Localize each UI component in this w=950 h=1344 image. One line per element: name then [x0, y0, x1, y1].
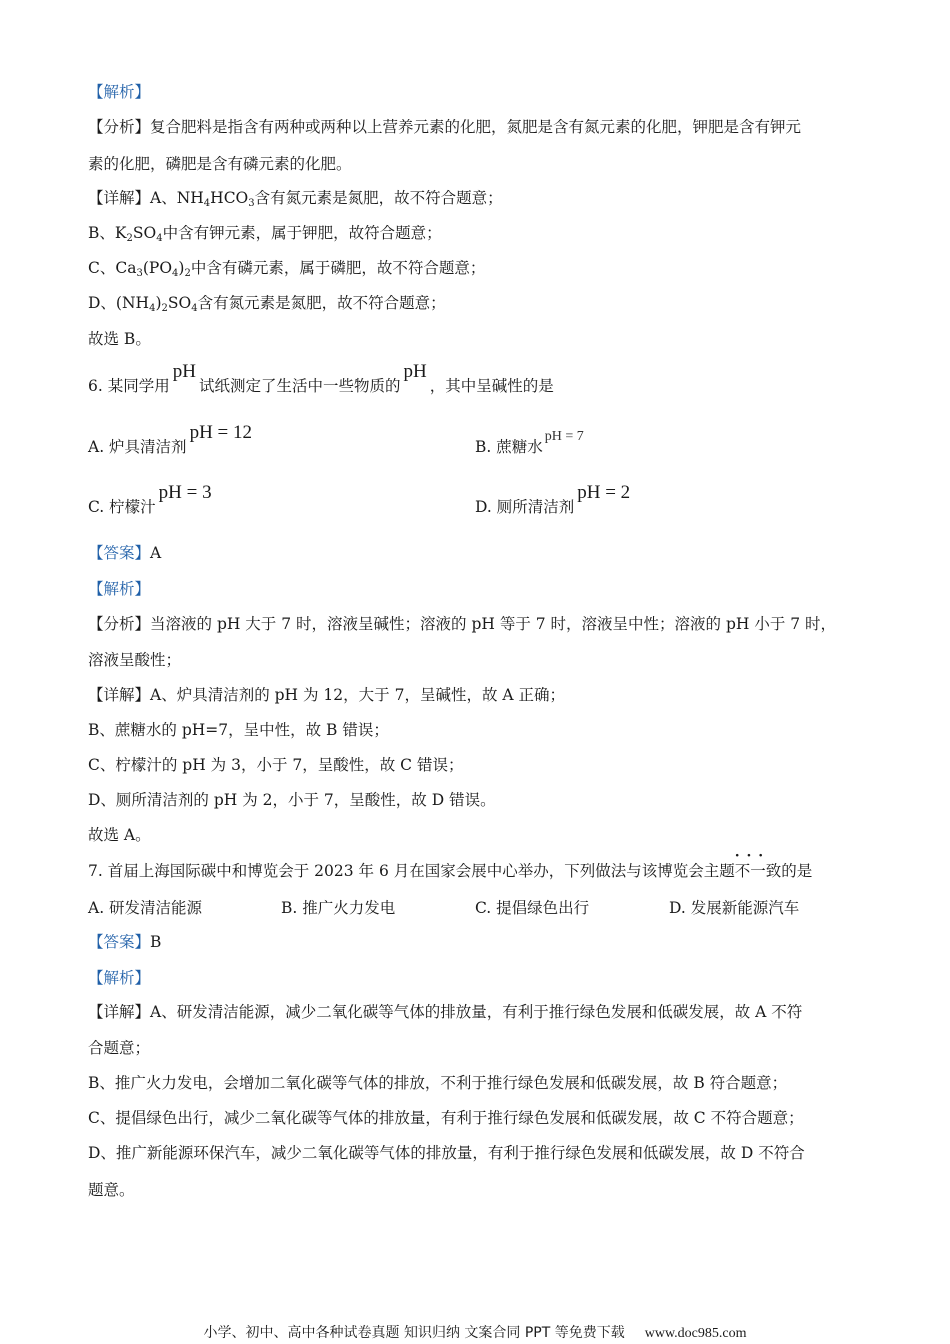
q6-detail-a: 【详解】A、炉具清洁剂的 pH 为 12，大于 7，呈碱性，故 A 正确；: [88, 686, 565, 704]
q7-stem: 7. 首届上海国际碳中和博览会于 2023 年 6 月在国家会展中心举办，下列做法与该博览会主题· · · 不一致的是: [88, 860, 812, 882]
q6-stem: 6. 某同学用pH试纸测定了生活中一些物质的pH，其中呈碱性的是: [88, 361, 554, 395]
q7-detail-d-line1: D、推广新能源环保汽车，减少二氧化碳等气体的排放量，有利于推行绿色发展和低碳发展，故 D 不符合: [88, 1144, 805, 1162]
q5-detail-a: 【详解】A、$NH_4HCO_3$含有氮元素是氮肥，故不符合题意；: [88, 189, 503, 209]
q6-jiexi-heading: 【解析】: [88, 580, 151, 598]
q6-conclusion: 故选 A。: [88, 826, 151, 844]
footer-text: 小学、初中、高中各种试卷真题 知识归纳 文案合同 PPT 等免费下载: [203, 1325, 625, 1341]
q6-option-b: B. 蔗糖水pH = 7: [475, 429, 584, 456]
q7-detail-b: B、推广火力发电，会增加二氧化碳等气体的排放，不利于推行绿色发展和低碳发展，故 B 符合题意；: [88, 1074, 788, 1092]
q5-analysis-line1: 【分析】复合肥料是指含有两种或两种以上营养元素的化肥，氮肥是含有氮元素的化肥，钾肥是含有钾元: [88, 118, 802, 136]
q7-detail-a-line1: 【详解】A、研发清洁能源，减少二氧化碳等气体的排放量，有利于推行绿色发展和低碳发展，故 A 不符: [88, 1003, 803, 1021]
q6-detail-c: C、柠檬汁的 pH 为 3，小于 7，呈酸性，故 C 错误；: [88, 756, 464, 774]
q7-jiexi-heading: 【解析】: [88, 969, 151, 987]
footer-site-link[interactable]: www.doc985.com: [644, 1326, 747, 1341]
q7-detail-a-line2: 合题意；: [88, 1039, 151, 1057]
q7-option-c: C. 提倡绿色出行: [475, 899, 590, 917]
q7-detail-d-line2: 题意。: [88, 1181, 135, 1199]
q5-conclusion: 故选 B。: [88, 330, 151, 348]
q7-option-b: B. 推广火力发电: [281, 899, 396, 917]
q5-detail-b: B、$K_2SO_4$中含有钾元素，属于钾肥，故符合题意；: [88, 224, 442, 244]
q6-analysis-line2: 溶液呈酸性；: [88, 651, 182, 669]
q7-answer: 【答案】B: [88, 933, 162, 951]
q6-analysis-line1: 【分析】当溶液的 pH 大于 7 时，溶液呈碱性；溶液的 pH 等于 7 时，溶液呈中性；溶液的 pH 小于 7 时，: [88, 615, 837, 633]
q6-detail-b: B、蔗糖水的 pH=7，呈中性，故 B 错误；: [88, 721, 389, 739]
q5-analysis-line2: 素的化肥，磷肥是含有磷元素的化肥。: [88, 155, 352, 173]
q6-answer: 【答案】A: [88, 544, 162, 562]
q5-jiexi-heading: 【解析】: [88, 83, 151, 101]
q6-option-d: D. 厕所清洁剂pH = 2: [475, 482, 631, 516]
q6-detail-d: D、厕所清洁剂的 pH 为 2，小于 7，呈酸性，故 D 错误。: [88, 791, 496, 809]
page-footer: [0, 1323, 950, 1344]
q6-option-a: A. 炉具清洁剂pH = 12: [88, 422, 252, 456]
q5-detail-c: C、$Ca_3(PO_4)_2$中含有磷元素，属于磷肥，故不符合题意；: [88, 259, 486, 279]
q5-detail-d: D、$(NH_4)_2SO_4$含有氮元素是氮肥，故不符合题意；: [88, 294, 446, 314]
emphasis-dots: · · · 不一致: [735, 860, 782, 882]
q7-option-d: D. 发展新能源汽车: [669, 899, 800, 917]
q6-option-c: C. 柠檬汁pH = 3: [88, 482, 212, 516]
q7-detail-c: C、提倡绿色出行，减少二氧化碳等气体的排放量，有利于推行绿色发展和低碳发展，故 C 不符合题意；: [88, 1109, 804, 1127]
q7-option-a: A. 研发清洁能源: [88, 899, 203, 917]
